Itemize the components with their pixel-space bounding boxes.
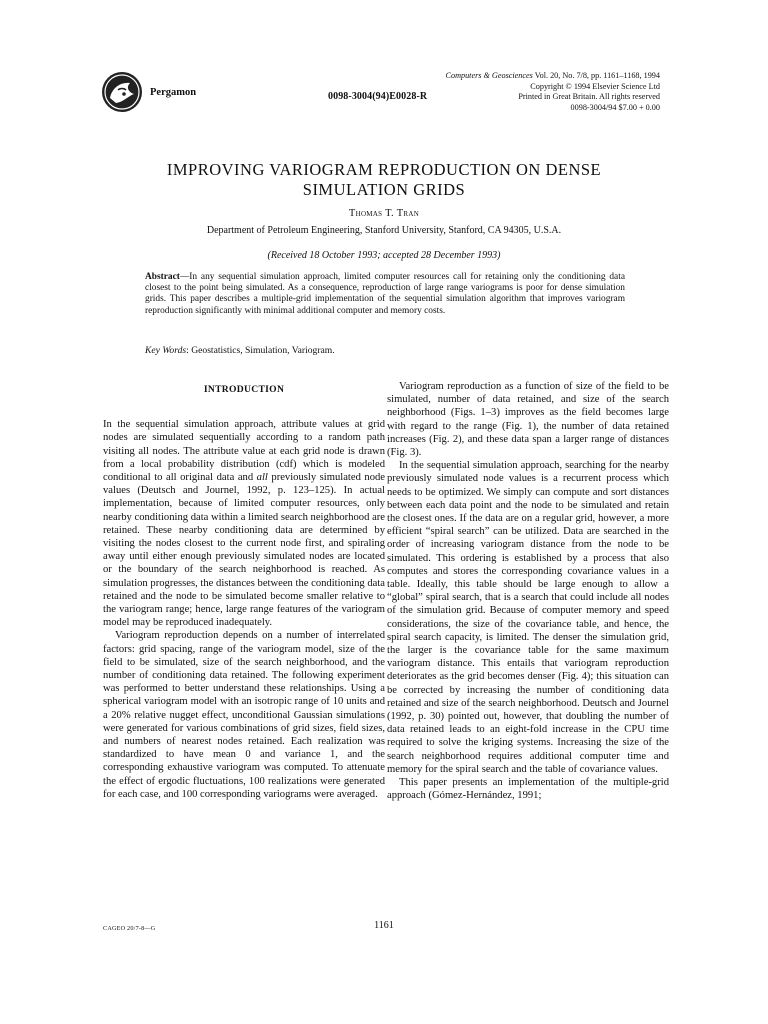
author-affiliation: Department of Petroleum Engineering, Stanford University, Stanford, CA 94305, U.S.A. [206, 225, 562, 236]
left-column [103, 380, 385, 801]
printed-line: Printed in Great Britain. All rights reserved [518, 92, 660, 101]
title-line-2: SIMULATION GRIDS [302, 180, 466, 199]
journal-info [360, 71, 660, 113]
journal-citation [360, 71, 660, 82]
pergamon-logo-icon [100, 70, 144, 114]
paragraph-text: previously simulated node values (Deutsch and Journel, 1992, p. 123–125). In actual implementation, because of limited computer resources, only nearby conditioning data within a limited search neighborhood are retained. These nearby conditioning data are determined by visiting the nodes closest to the current node first, and spiraling away until either enough previously simulated nodes are located or the boundary of the search neighborhood is reached. As simulation progresses, the distances between the conditioning data retained and the node to be simulated become smaller relative to the variogram range; hence, large range features of the variogram model may be reproduced inadequately. [103, 472, 386, 629]
emphasis-text: all [256, 472, 268, 484]
paragraph [103, 418, 385, 629]
right-column [387, 380, 669, 803]
abstract-text: —In any sequential simulation approach, limited computer resources call for retaining only the conditioning data closest to the point being simulated. As a consequence, reproduction of large range variograms is poor for dense simulation grids. This paper describes a multiple-grid implementation of the sequential simulation algorithm that improves variogram reproduction significantly with minimal additional computer and memory costs. [145, 272, 625, 316]
paragraph: In the sequential simulation approach, searching for the nearby previously simulated node values is a recurrent process which needs to be optimized. We simply can compute and sort distances between each data point and the node to be simulated and retain the closest ones. If the data are on a regular grid, however, a more efficient “spiral search” can be utilized. Data are searched in the order of increasing variogram distance from the node to be simulated. This ordering is established by a process that also computes and stores the corresponding covariance values in a table. Ideally, this table should be large enough to allow a “global” spiral search, that is a search that could include all nodes of the simulation grid. Because of computer memory and speed considerations, the size of the covariance table, and hence, the spiral search capacity, is limited. The denser the simulation grid, the larger is the covariance table for the same maximum variogram distance. This entails that variogram reproduction deteriorates as the grid becomes denser (Fig. 4); this situation can be corrected by increasing the number of conditioning data retained and size of the search neighborhood. Deutsch and Journel (1992, p. 30) pointed out, however, that doubling the number of data retained leads to an eight-fold increase in the CPU time required to solve the kriging systems. Increasing the size of the search neighborhood requires additional computer time and memory for the spiral search and the table of covariance values. [387, 460, 669, 775]
publisher-name: Pergamon [150, 87, 197, 98]
abstract-label: Abstract [145, 272, 180, 282]
article-doi: 0098-3004(94)E0028-R [328, 91, 428, 102]
issn-price-line: 0098-3004/94 $7.00 + 0.00 [570, 102, 660, 112]
received-dates: (Received 18 October 1993; accepted 28 December 1993) [267, 250, 501, 261]
journal-issue: Vol. 20, No. 7/8, pp. 1161–1168, 1994 [532, 71, 660, 80]
paragraph: This paper presents an implementation of the multiple-grid approach (Gómez-Hernández, 1991; [387, 777, 669, 802]
keywords-text: : Geostatistics, Simulation, Variogram. [186, 345, 335, 356]
abstract [145, 272, 625, 317]
keywords-label: Key Words [145, 345, 187, 356]
footer-code: CAGEO 20/7-8—G [103, 925, 156, 932]
author-name: Thomas T. Tran [348, 208, 420, 219]
paragraph: Variogram reproduction depends on a number of interrelated factors: grid spacing, range of the variogram model, size of the field to be simulated, size of the search neighborhood, and the number of conditioning data retained. The following experiment was performed to better understand these relationships. Using a spherical variogram model with an isotropic range of 10 units and a 20% relative nugget effect, unconditional Gaussian simulations were generated for various combinations of grid sizes, field sizes, and numbers of nearest nodes retained. Each realization was standardized to have mean 0 and variance 1, and the corresponding exhaustive variogram was computed. To attenuate the effect of ergodic fluctuations, 100 realizations were generated for each case, and 100 corresponding variograms were averaged. [103, 630, 385, 800]
page-number: 1161 [374, 920, 394, 931]
section-heading-introduction: INTRODUCTION [203, 384, 285, 395]
journal-name: Computers & Geosciences [445, 71, 533, 80]
article-title [110, 160, 658, 200]
keywords [145, 345, 625, 356]
copyright-line: Copyright © 1994 Elsevier Science Ltd [530, 81, 660, 91]
paragraph: Variogram reproduction as a function of size of the field to be simulated, number of data retained, and size of the search neighborhood (Figs. 1–3) improves as the field becomes large with regard to the range (Fig. 1), the number of data retained increases (Fig. 2), and these data span a larger range of distances (Fig. 3). [387, 381, 669, 459]
paragraph-text: In the sequential simulation approach, attribute values at grid nodes are simulated sequentially according to a random path visiting all nodes. The attribute value at each grid node is drawn from a local probability distribution (cdf) which is modeled conditional to all original data and [103, 419, 385, 484]
title-line-1: IMPROVING VARIOGRAM REPRODUCTION ON DENSE [166, 160, 602, 179]
